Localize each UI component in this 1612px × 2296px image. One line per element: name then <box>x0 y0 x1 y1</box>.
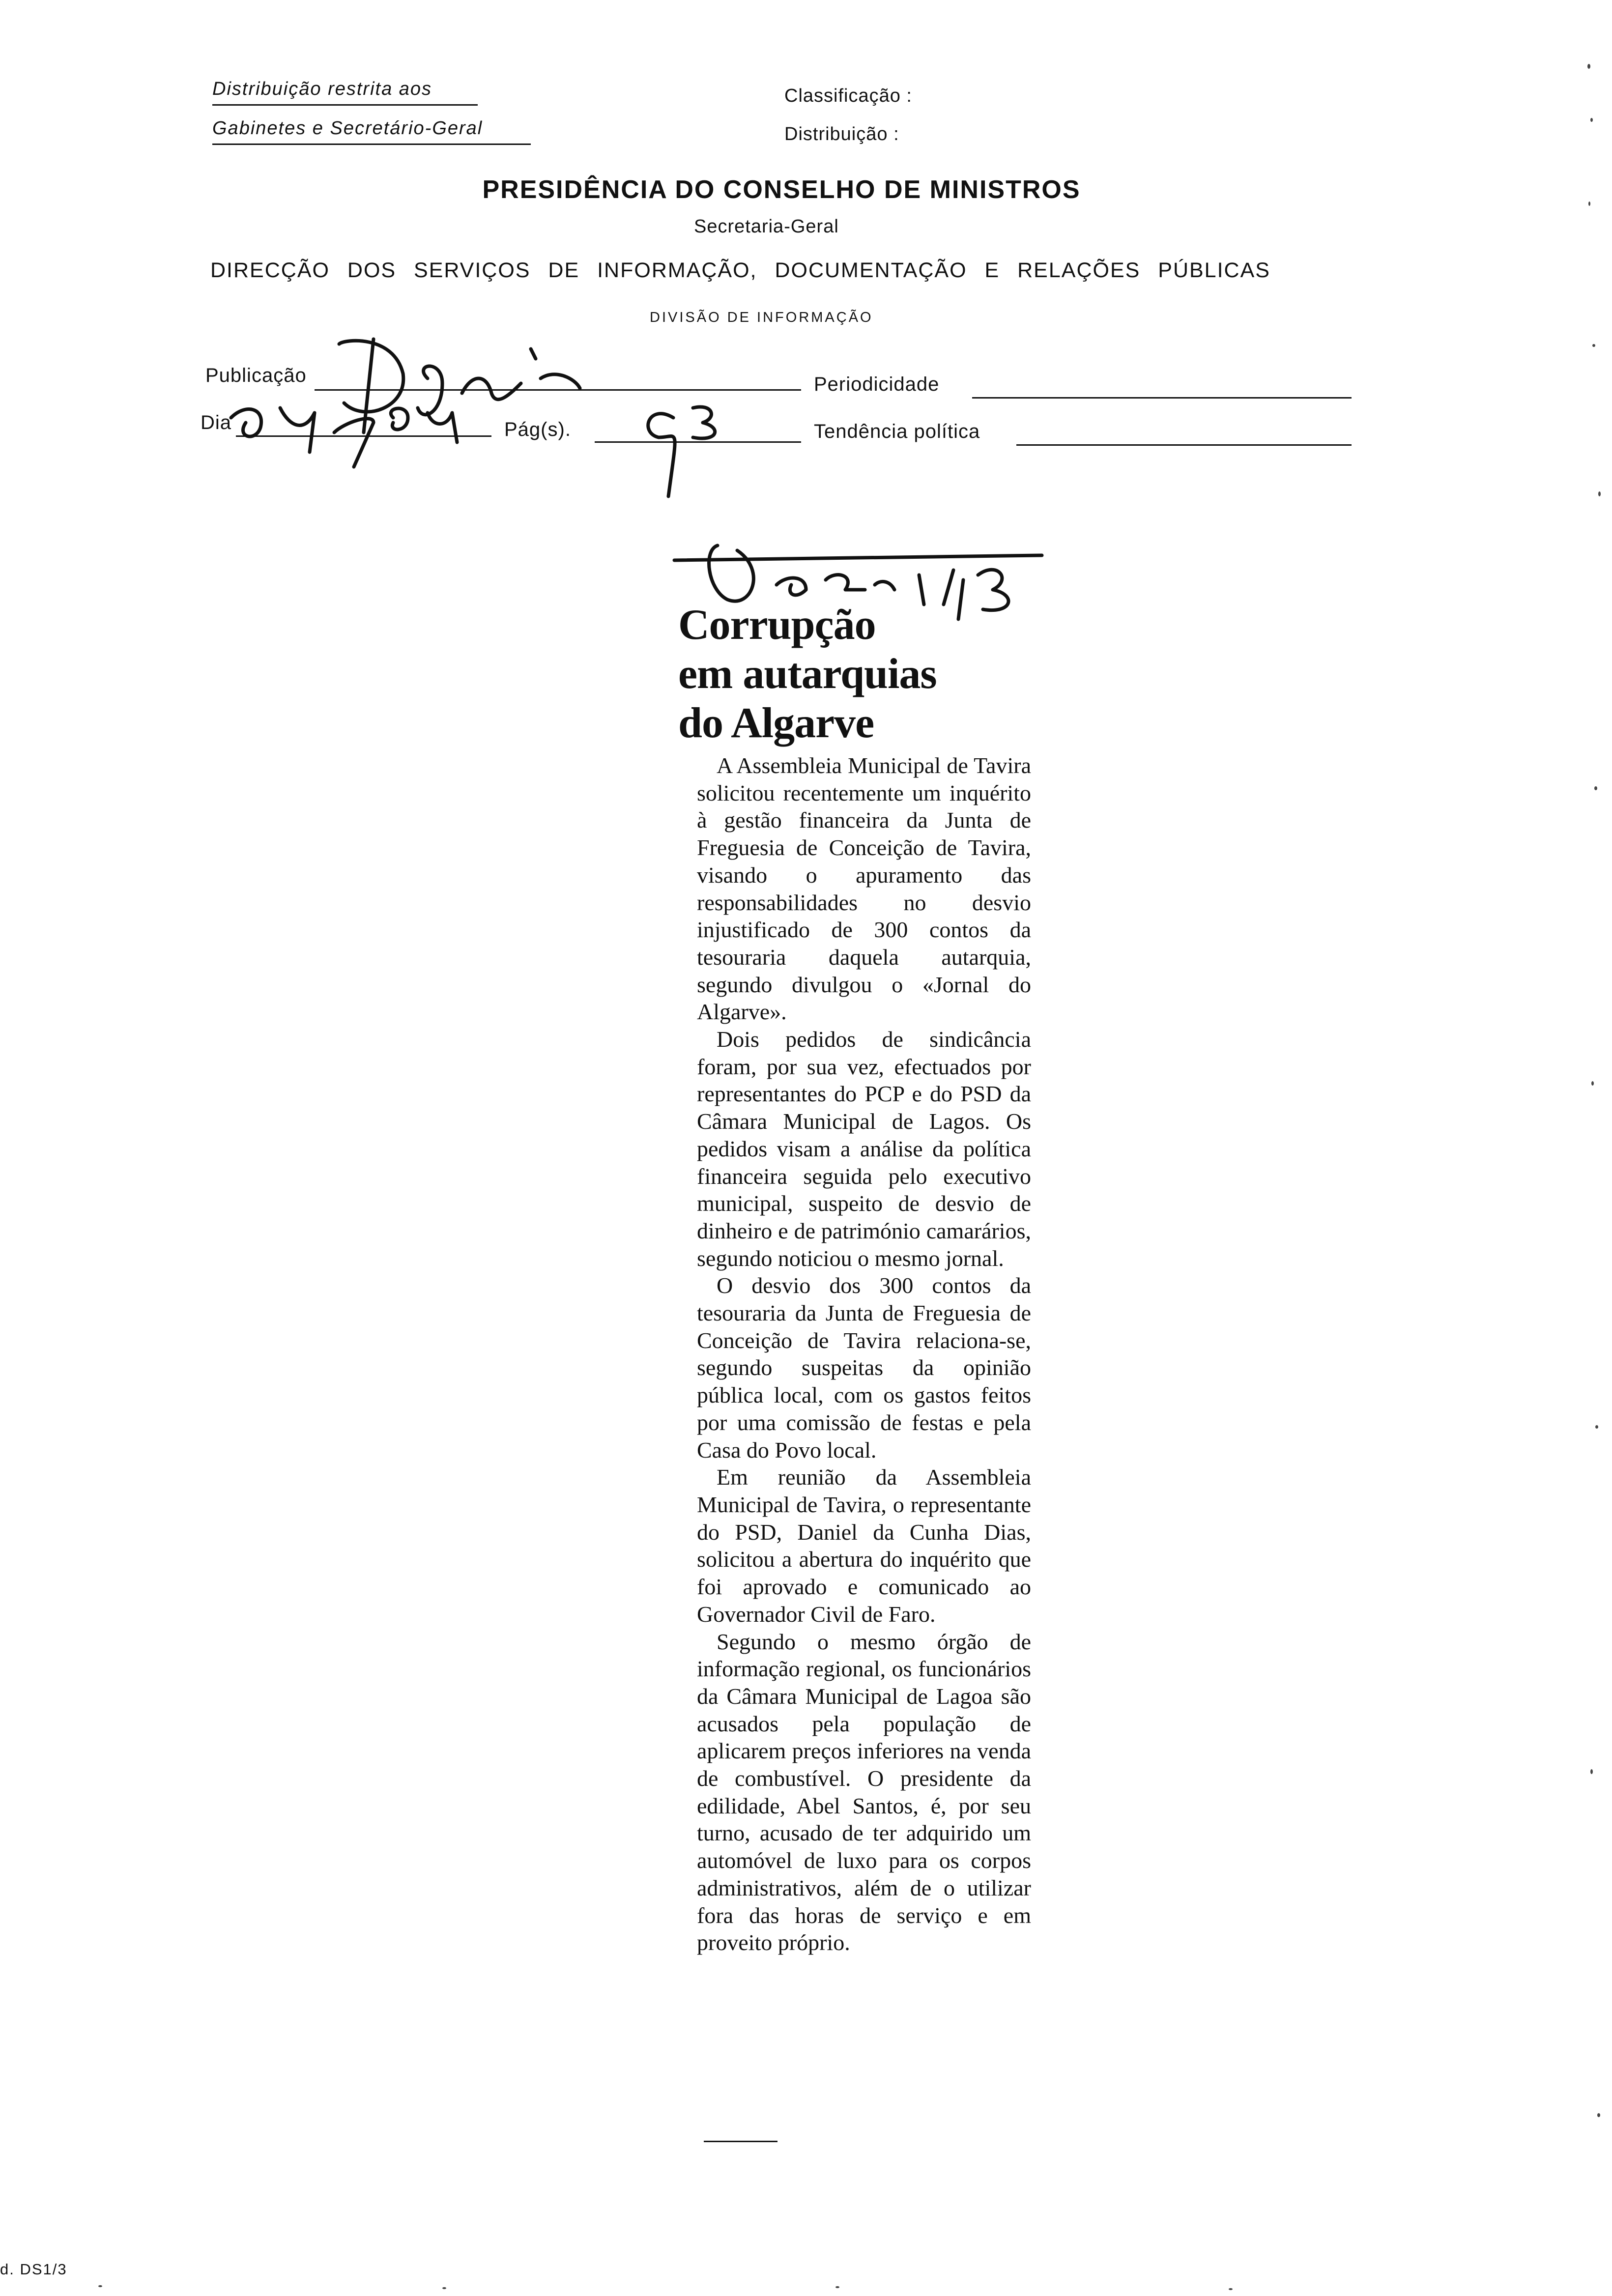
distribution-line-2: Gabinetes e Secretário-Geral <box>212 118 483 139</box>
periodicity-label: Periodicidade <box>814 373 940 395</box>
page-subtitle: Secretaria-Geral <box>694 216 839 237</box>
article-paragraph-1: A Assembleia Municipal de Tavira solicitou recentemente um inquérito à gestão financeira da Junta de Freguesia de Conceição de Tavira, visando o apuramento das responsabilidades no desvio injustificado de 300 contos da tesouraria daquela autarquia, segundo divulgou o «Jornal do Algarve». <box>697 753 1031 1025</box>
handwritten-publication-note <box>0 0 1612 639</box>
article-headline <box>678 601 1052 748</box>
classification-label: Classificação : <box>784 86 912 106</box>
page-title: PRESIDÊNCIA DO CONSELHO DE MINISTROS <box>482 175 1081 204</box>
form-code: d. DS1/3 <box>0 2261 67 2278</box>
department-name: DIRECÇÃO DOS SERVIÇOS DE INFORMAÇÃO, DOCUMENTAÇÃO E RELAÇÕES PÚBLICAS <box>210 258 1270 282</box>
article-paragraph-2: Dois pedidos de sindicância foram, por sua vez, efectuados por representantes do PCP e do PSD da Câmara Municipal de Lagos. Os pedidos visam a análise da política financeira seguida pelo executivo municipal, suspeito de desvio de dinheiro e de património camarários, segundo noticiou o mesmo jornal. <box>697 1027 1031 1271</box>
pages-label: Pág(s). <box>504 419 571 440</box>
article-paragraph-4: Em reunião da Assembleia Municipal de Tavira, o representante do PSD, Daniel da Cunha Dias, solicitou a abertura do inquérito que foi aprovado e comunicado ao Governador Civil de Faro. <box>697 1464 1031 1627</box>
tendency-label: Tendência política <box>814 421 980 442</box>
article-body <box>697 752 1031 1956</box>
distribution-line-1: Distribuição restrita aos <box>212 79 432 99</box>
article-paragraph-3: O desvio dos 300 contos da tesouraria da Junta de Freguesia de Conceição de Tavira relaciona-se, segundo suspeitas da opinião pública local, com os gastos feitos por uma comissão de festas e pela Casa do Povo local. <box>697 1273 1031 1463</box>
publication-label: Publicação <box>205 365 307 386</box>
article-end-rule <box>704 2141 777 2142</box>
article-headline-line-3: do Algarve <box>678 699 874 747</box>
article-paragraph-5: Segundo o mesmo órgão de informação regional, os funcionários da Câmara Municipal de Lagoa são acusados pela população de aplicarem preços inferiores na venda de combustível. O presidente da edilidade, Abel Santos, é, por seu turno, acusado de ter adquirido um automóvel de luxo para os corpos administrativos, além de o utilizar fora das horas de serviço e em proveito próprio. <box>697 1629 1031 1955</box>
article-headline-line-2: em autarquias <box>678 650 937 698</box>
day-label: Dia <box>201 412 232 433</box>
division-name: DIVISÃO DE INFORMAÇÃO <box>650 310 873 325</box>
distribution-label: Distribuição : <box>784 124 899 144</box>
article-headline-line-1: Corrupção <box>678 601 876 649</box>
